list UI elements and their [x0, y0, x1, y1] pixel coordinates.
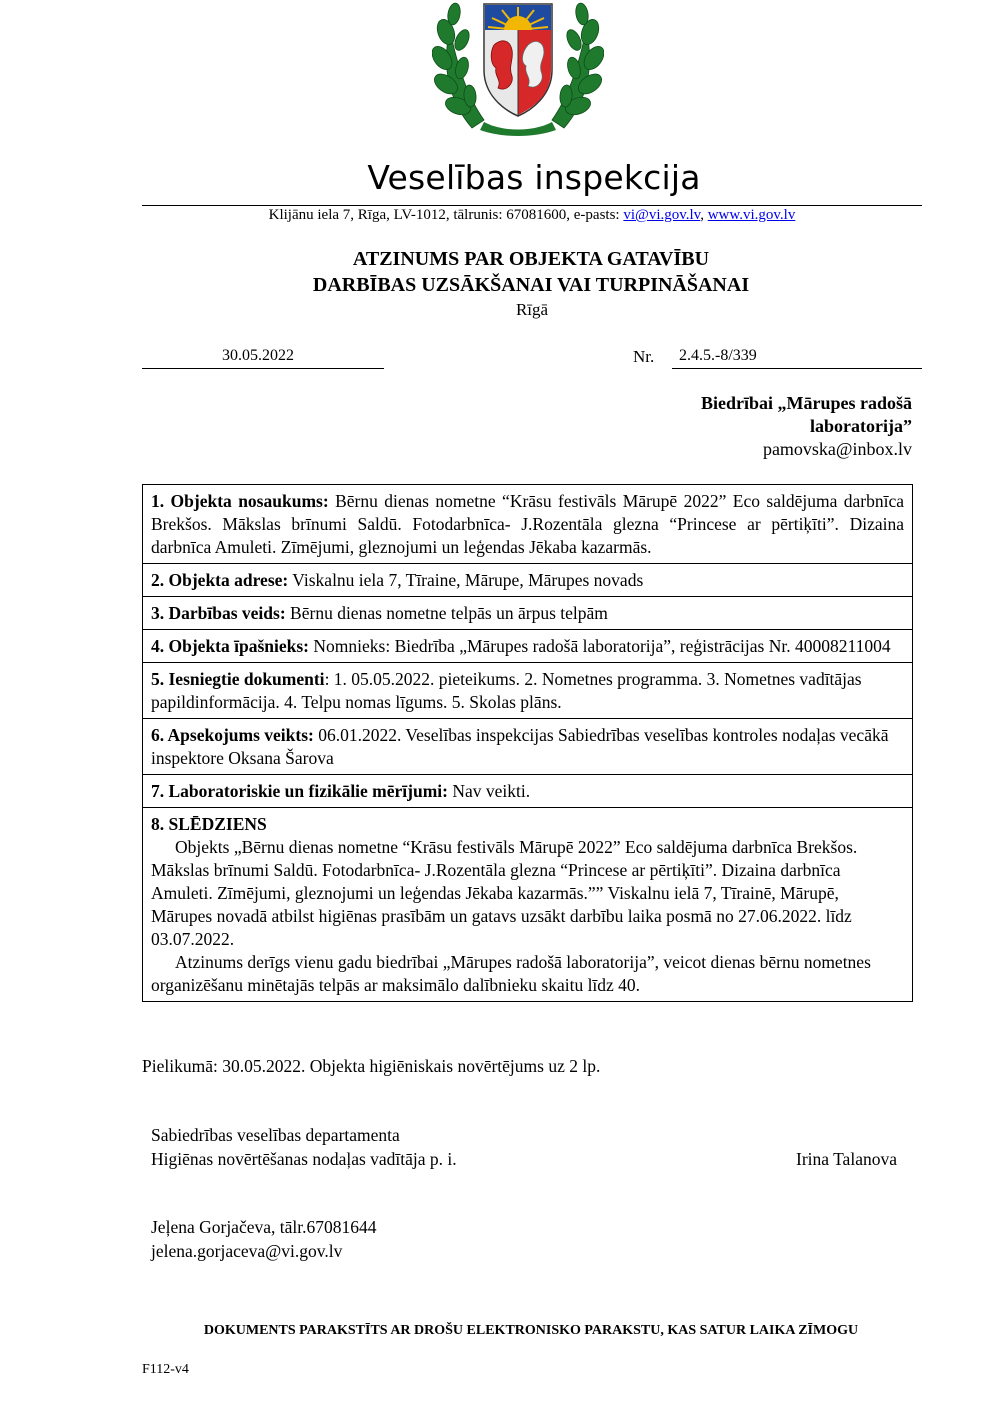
- document-number-value: 2.4.5.-8/339: [679, 347, 757, 364]
- conclusion-label: 8. SLĒDZIENS: [151, 814, 267, 834]
- table-row: [143, 597, 913, 630]
- number-underline: [672, 368, 922, 369]
- date-underline: [142, 368, 384, 369]
- organization-name: Veselības inspekcija: [367, 158, 701, 197]
- document-title-line-1: ATZINUMS PAR OBJEKTA GATAVĪBU: [352, 248, 710, 270]
- document-date: 30.05.2022: [222, 347, 294, 364]
- recipient-email: pamovska@inbox.lv: [762, 439, 912, 459]
- contact-separator: ,: [700, 207, 708, 223]
- recipient-name-line-1: Biedrībai „Mārupes radošā: [700, 393, 912, 413]
- signer-position: Higiēnas novērtēšanas nodaļas vadītāja p. i.: [151, 1149, 457, 1169]
- executor-contact: Jeļena Gorjačeva, tālr.67081644: [151, 1217, 377, 1237]
- executor-email: jelena.gorjaceva@vi.gov.lv: [151, 1241, 343, 1261]
- section-label: 7. Laboratoriskie un fizikālie mērījumi:: [151, 781, 448, 801]
- section-text: Nav veikti.: [448, 781, 531, 801]
- attachment-note: Pielikumā: 30.05.2022. Objekta higiēniskais novērtējums uz 2 lp.: [142, 1056, 601, 1076]
- contact-address-text: Klijānu iela 7, Rīga, LV-1012, tālrunis: 67081600, e-pasts:: [268, 207, 624, 223]
- inspection-cell: [143, 719, 913, 775]
- recipient-name-line-2: laboratorija”: [810, 416, 912, 436]
- website-link[interactable]: www.vi.gov.lv: [707, 207, 796, 223]
- table-row: [143, 630, 913, 663]
- electronic-signature-note: DOKUMENTS PARAKSTĪTS AR DROŠU ELEKTRONISKO PARAKSTU, KAS SATUR LAIKA ZĪMOGU: [203, 1323, 859, 1338]
- object-address-cell: [143, 564, 913, 597]
- header-divider: [142, 205, 922, 206]
- inspection-details-table: [142, 484, 913, 1002]
- email-link[interactable]: vi@vi.gov.lv: [623, 207, 701, 223]
- table-row: [143, 564, 913, 597]
- form-code: F112-v4: [142, 1362, 189, 1377]
- activity-type-cell: [143, 597, 913, 630]
- table-row: [143, 808, 913, 1002]
- table-row: [143, 485, 913, 564]
- section-label: 6. Apsekojums veikts:: [151, 725, 314, 745]
- table-row: [143, 719, 913, 775]
- signer-name: Irina Talanova: [796, 1149, 897, 1169]
- signer-department: Sabiedrības veselības departamenta: [151, 1125, 400, 1145]
- table-row: [143, 663, 913, 719]
- conclusion-paragraph-1: Objekts „Bērnu dienas nometne “Krāsu festivāls Mārupē 2022” Eco saldējuma darbnīca Brekšos. Mākslas brīnumi Saldū. Fotodarbnīca- J.Rozentāla glezna “Princese ar pērtiķīti”. Dizaina darbnīca Amuleti. Zīmējumi, gleznojumi un leģendas Jēkaba kazarmās.”” Viskalnu ielā 7, Tīrainē, Mārupē, Mārupes novadā atbilst higiēnas prasībām un gatavs uzsākt darbību laika posmā no 27.06.2022. līdz 03.07.2022.: [151, 837, 858, 949]
- object-owner-cell: [143, 630, 913, 663]
- section-text: Nomnieks: Biedrība „Mārupes radošā laboratorija”, reģistrācijas Nr. 40008211004: [309, 636, 891, 656]
- document-title-line-2: DARBĪBAS UZSĀKŠANAI VAI TURPINĀŠANAI: [312, 274, 750, 296]
- section-text: Bērnu dienas nometne telpās un ārpus telpām: [285, 603, 608, 623]
- section-label: 4. Objekta īpašnieks:: [151, 636, 310, 656]
- submitted-documents-cell: [143, 663, 913, 719]
- conclusion-cell: [143, 808, 913, 1002]
- section-text: : 1. 05.05.2022. pieteikums. 2. Nometnes programma. 3. Nometnes vadītājas papildinformācija. 4. Telpu nomas līgums. 5. Skolas plāns.: [151, 669, 862, 712]
- object-name-cell: [143, 485, 913, 564]
- section-label: 1. Objekta nosaukums:: [151, 491, 329, 511]
- measurements-cell: [143, 775, 913, 808]
- contact-line: [0, 207, 992, 224]
- section-label: 5. Iesniegtie dokumenti: [151, 669, 325, 689]
- section-text: Viskalnu iela 7, Tīraine, Mārupe, Mārupes novads: [288, 570, 644, 590]
- section-text: 06.01.2022. Veselības inspekcijas Sabiedrības veselības kontroles nodaļas vecākā inspektore Oksana Šarova: [151, 725, 889, 768]
- document-number-label: Nr.: [633, 347, 655, 366]
- document-city: Rīgā: [515, 300, 549, 319]
- section-text: Bērnu dienas nometne “Krāsu festivāls Mārupē 2022” Eco saldējuma darbnīca Brekšos. Mākslas brīnumi Saldū. Fotodarbnīca- J.Rozentāla glezna “Princese ar pērtiķīti”. Dizaina darbnīca Amuleti. Zīmējumi, gleznojumi un leģendas Jēkaba kazarmās.: [151, 491, 904, 557]
- coat-of-arms-emblem: [432, 0, 604, 136]
- conclusion-paragraph-2: Atzinums derīgs vienu gadu biedrībai „Mārupes radošā laboratorija”, veicot dienas bērnu nometnes organizēšanu minētajās telpās ar maksimālo dalībnieku skaitu līdz 40.: [151, 952, 871, 995]
- section-label: 3. Darbības veids:: [151, 603, 286, 623]
- section-label: 2. Objekta adrese:: [151, 570, 289, 590]
- table-row: [143, 775, 913, 808]
